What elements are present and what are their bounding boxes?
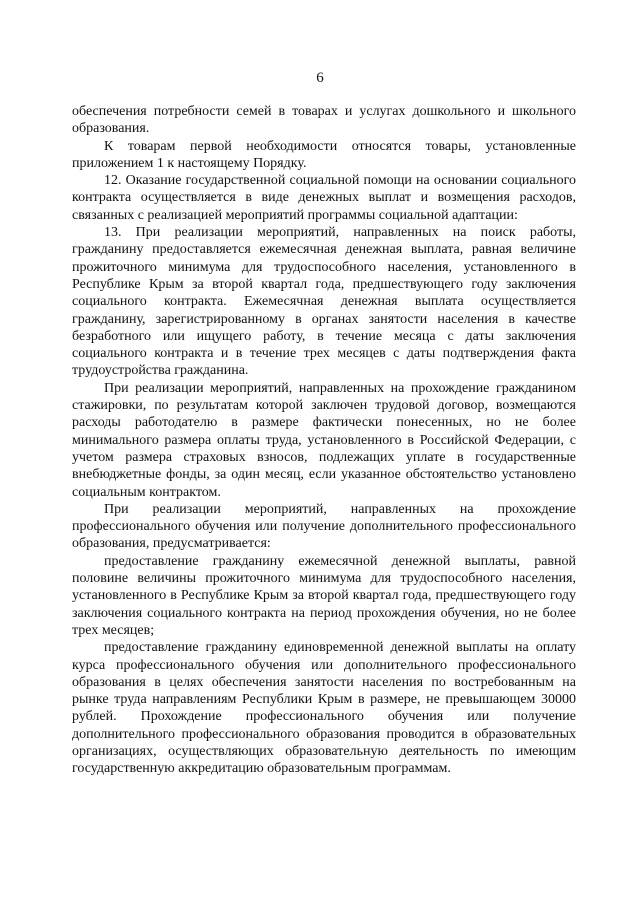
page-number: 6	[316, 70, 324, 86]
paragraph-item-12: 12. Оказание государственной социальной помощи на основании социального контракта осуществляется в виде денежных выплат и возмещения расходов, связанных с реализацией мероприятий программы социальной адаптации:	[72, 173, 576, 223]
paragraph-essential-goods: К товарам первой необходимости относятся товары, установленные приложением 1 к настоящему Порядку.	[72, 138, 576, 171]
paragraph-internship: При реализации мероприятий, направленных на прохождение гражданином стажировки, по результатам которой заключен трудовой договор, возмещаются расходы работодателю в размере фактически понесенных, но не более минимального размера оплаты труда, установленного в Российской Федерации, с учетом размера страховых взносов, подлежащих уплате в государственные внебюджетные фонды, за один месяц, если указанное обстоятельство установлено социальным контрактом.	[72, 380, 576, 500]
paragraph-continuation: обеспечения потребности семей в товарах и услугах дошкольного и школьного образования.	[72, 104, 576, 137]
paragraph-monthly-payment: предоставление гражданину ежемесячной денежной выплаты, равной половине величины прожиточного минимума для трудоспособного населения, установленного в Республике Крым за второй квартал года, предшествующего году заключения социального контракта на период прохождения обучения, но не более трех месяцев;	[72, 553, 576, 638]
paragraph-item-13: 13. При реализации мероприятий, направленных на поиск работы, гражданину предоставляется ежемесячная денежная выплата, равная величине прожиточного минимума для трудоспособного населения, установленного в Республике Крым за второй квартал года, предшествующего году заключения социального контракта. Ежемесячная денежная выплата осуществляется гражданину, зарегистрированному в органах занятости населения в качестве безработного или ищущего работу, в течение месяца с даты заключения социального контракта и в течение трех месяцев с даты подтверждения факта трудоустройства гражданина.	[72, 225, 576, 379]
paragraph-professional-training: При реализации мероприятий, направленных на прохождение профессионального обучения или получение дополнительного профессионального образования, предусматривается:	[72, 501, 576, 552]
document-body	[72, 103, 576, 778]
paragraph-lump-sum-payment: предоставление гражданину единовременной денежной выплаты на оплату курса профессионального обучения или дополнительного профессионального образования в целях обеспечения занятости населения по востребованным на рынке труда направлениям Республики Крым в размере, не превышающем 30000 рублей. Прохождение профессионального обучения или получение дополнительного профессионального образования проводится в образовательных организациях, осуществляющих образовательную деятельность по имеющим государственную аккредитацию образовательным программам.	[72, 640, 576, 777]
